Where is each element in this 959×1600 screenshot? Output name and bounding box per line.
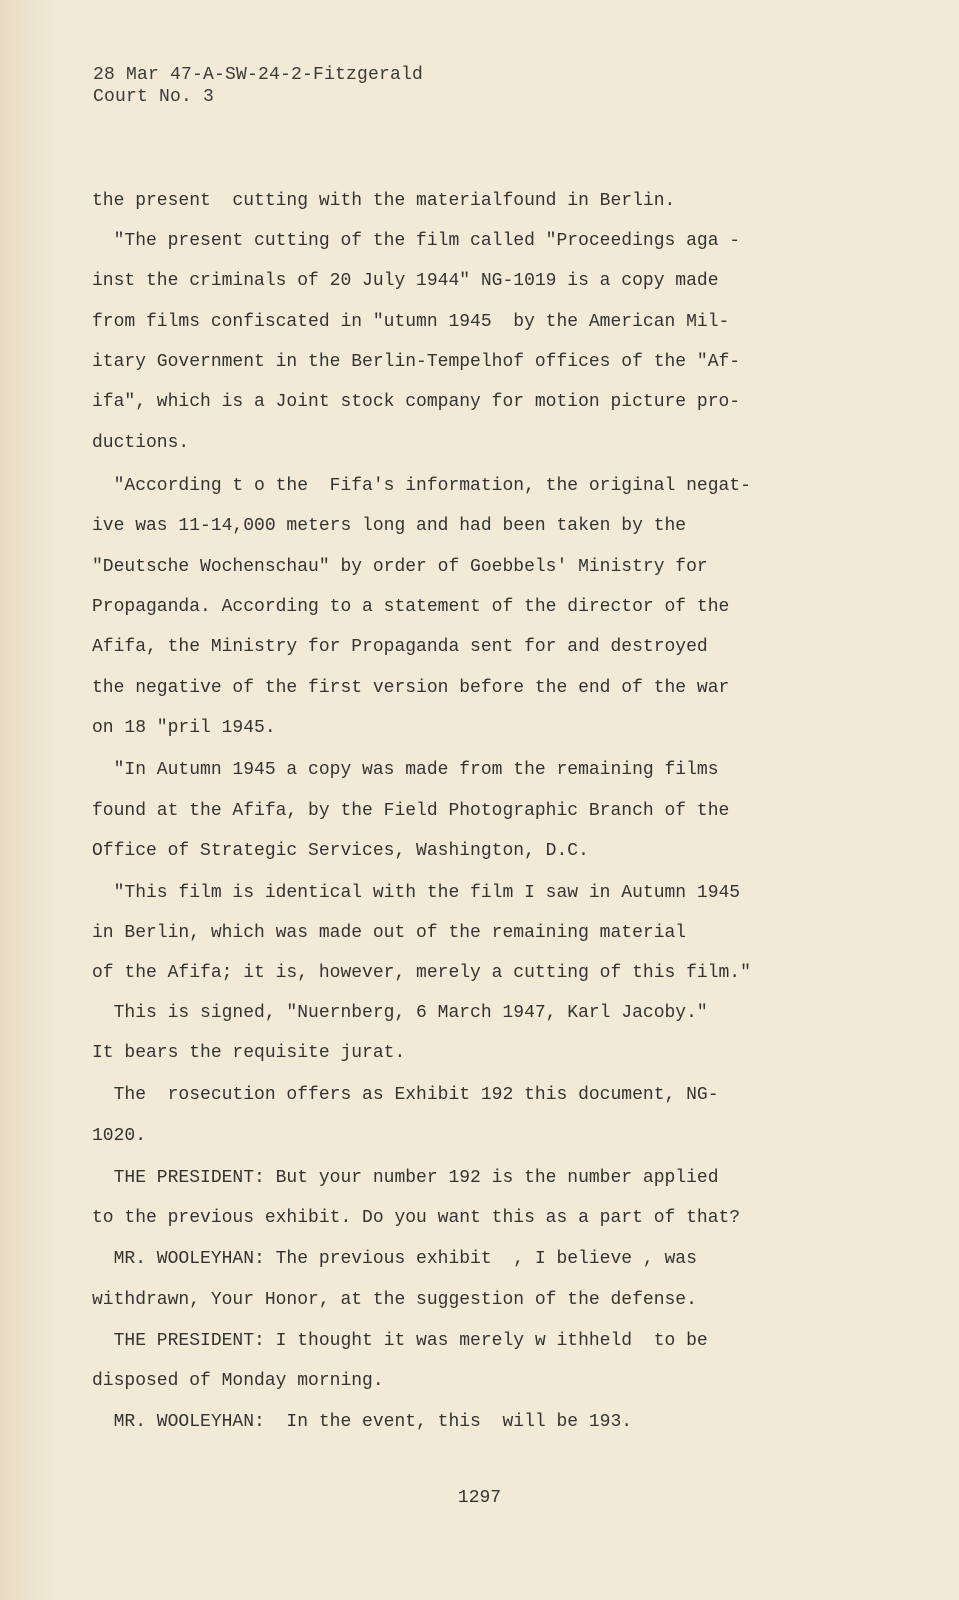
text-line: THE PRESIDENT: But your number 192 is the number applied [92, 1168, 719, 1188]
text-line: found at the Afifa, by the Field Photographic Branch of the [92, 801, 730, 821]
text-line: It bears the requisite jurat. [92, 1043, 406, 1063]
header-line-court: Court No. 3 [93, 87, 215, 107]
text-line: This is signed, "Nuernberg, 6 March 1947, Karl Jacoby." [92, 1003, 708, 1023]
header-line-date: 28 Mar 47-A-SW-24-2-Fitzgerald [93, 65, 424, 85]
text-line: inst the criminals of 20 July 1944" NG-1019 is a copy made [92, 271, 719, 291]
text-line: on 18 "pril 1945. [92, 718, 276, 738]
text-line: The rosecution offers as Exhibit 192 this document, NG- [92, 1085, 719, 1105]
text-line: disposed of Monday morning. [92, 1371, 384, 1391]
page-number: 1297 [457, 1488, 502, 1508]
text-line: "This film is identical with the film I saw in Autumn 1945 [92, 883, 741, 903]
text-line: from films confiscated in "utumn 1945 by the American Mil- [92, 312, 730, 332]
text-line: THE PRESIDENT: I thought it was merely w ithheld to be [92, 1331, 708, 1351]
text-line: ive was 11-14,000 meters long and had been taken by the [92, 516, 687, 536]
text-line: in Berlin, which was made out of the remaining material [92, 923, 687, 943]
text-line: the present cutting with the materialfound in Berlin. [92, 191, 676, 211]
text-line: withdrawn, Your Honor, at the suggestion of the defense. [92, 1290, 697, 1310]
text-line: the negative of the first version before the end of the war [92, 678, 730, 698]
text-line: itary Government in the Berlin-Tempelhof offices of the "Af- [92, 352, 741, 372]
text-line: Office of Strategic Services, Washington, D.C. [92, 841, 589, 861]
text-line: ifa", which is a Joint stock company for motion picture pro- [92, 392, 741, 412]
text-line: of the Afifa; it is, however, merely a cutting of this film." [92, 963, 751, 983]
text-line: MR. WOOLEYHAN: The previous exhibit , I believe , was [92, 1249, 697, 1269]
text-line: Afifa, the Ministry for Propaganda sent for and destroyed [92, 637, 708, 657]
text-line: "In Autumn 1945 a copy was made from the remaining films [92, 760, 719, 780]
text-line: to the previous exhibit. Do you want this as a part of that? [92, 1208, 741, 1228]
text-line: 1020. [92, 1126, 147, 1146]
text-line: MR. WOOLEYHAN: In the event, this will be 193. [92, 1412, 633, 1432]
text-line: "Deutsche Wochenschau" by order of Goebbels' Ministry for [92, 557, 708, 577]
transcript-header [93, 64, 423, 108]
text-line: Propaganda. According to a statement of the director of the [92, 597, 730, 617]
text-line: "The present cutting of the film called "Proceedings aga - [92, 231, 741, 251]
text-line: "According t o the Fifa's information, the original negat- [92, 476, 751, 496]
text-line: ductions. [92, 433, 190, 453]
